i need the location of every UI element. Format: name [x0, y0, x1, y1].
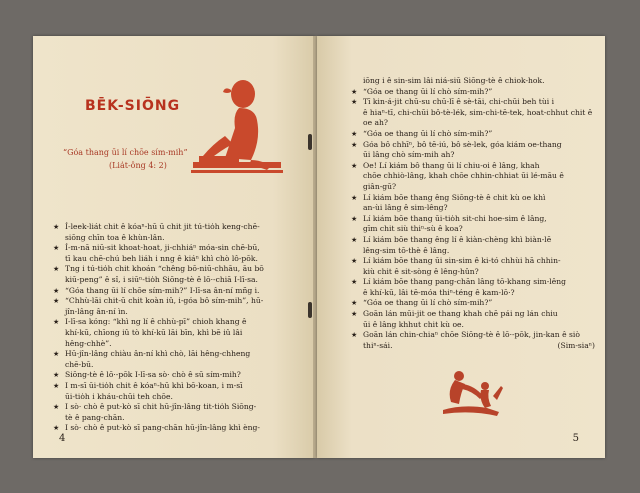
- text-line: ê hiaⁿ-tī, chi-chūi bô-tè-lék, sim-chi-tē-tek, hoat-chhut chit ê: [363, 107, 593, 117]
- text-line: ūi-tio̍h i kháu-chūi teh chōe.: [65, 391, 173, 401]
- text-line: giân-gū?: [363, 181, 397, 191]
- text-line: ★ “Chhù-lāi chit-ū chit koàn iû, i-góa bô sím-mih”, hū-: [53, 296, 305, 307]
- text-line: ★ “Góa oe thang ūi lí chò sím-mih?”: [351, 87, 595, 98]
- text-line: ★ Tng i tú-tio̍h chit khoán “chêng bō-niū-chhāu, āu bō: [53, 264, 305, 275]
- page-number: 4: [59, 433, 66, 444]
- text-line: ★ Siōng-tè ê lō·-pōk I-lī-sa sò· chò ê sū sím-mih?: [53, 370, 305, 381]
- text-line: oe ah?: [363, 118, 388, 128]
- page-title: BĒK-SIŌNG: [85, 98, 181, 114]
- text-line: gīm chit siù thiⁿ-sù ê koa?: [363, 224, 463, 234]
- staple-top-left-icon: [308, 134, 312, 150]
- text-line: ★ Í-leek-liát chit ê kóaⁿ-hū ū chit jit tú-tio̍h keng-chē-: [53, 222, 305, 233]
- text-line: hêng-chhè”.: [65, 338, 112, 348]
- staple-bottom-left-icon: [308, 302, 312, 318]
- text-line: khí-kū, chīong iû tò khí-kū lāi bīn, khì bē iû lâi: [65, 327, 243, 337]
- text-line: ★ I-lī-sa kóng: “khì ng lí ê chhù-pī” chioh khang ê: [53, 317, 305, 328]
- text-line: ★ “Góa oe thang ūi lí chò sím-mih?”: [351, 298, 595, 309]
- text-line: chōe chhiò-lâng, khah chōe chhin-chhiat ūi lé-māu ê: [363, 171, 564, 181]
- text-line: kiū-peng” ê sî, i siūⁿ-tio̍h Siōng-tè ê lō·-chiā I-lī-sa.: [65, 274, 258, 284]
- text-line: kiù chit ê sit-sòng ê lêng-hûn?: [363, 266, 479, 276]
- text-line: lêng-sim tō-thè ê lâng.: [363, 245, 450, 255]
- text-line: tè ê pang-chān.: [65, 412, 125, 422]
- text-line: ★ “Góa oe thang ūi lí chò sím-mih?”: [351, 129, 595, 140]
- text-line: ★ Tī kin-á-jit chū-su chū-lī ê sè-tāi, chi-chūi beh tùi i: [351, 97, 595, 108]
- text-line: iōng i ê sin-sim lâi niá-siū Siōng-tè ê chiok-hok.: [363, 76, 545, 85]
- text-line: ★ Goān lán chin-chiaⁿ chōe Siōng-tè ê lō·-pōk, jin-kan ê siò: [351, 330, 595, 341]
- quote-reference: (Lia̍t-ông 4: 2): [109, 161, 167, 170]
- signature: (Sim-siaⁿ): [557, 340, 595, 350]
- text-line: ★ “Góa thang ūi lí chōe sím-mih?” I-lī-sa ân-ní mñg i.: [53, 286, 305, 297]
- text-line: ★ Lí kiám bōe thang êng Siōng-tè ê chit kù oe khì: [351, 193, 595, 204]
- right-text-column: [351, 76, 595, 351]
- text-line: ★ Góa bô chhīⁿ, bô tē-iú, bô sè-lek, góa kiám oe-thang: [351, 140, 595, 151]
- text-line: ★ I m-sī ūi-tio̍h chit ê kóaⁿ-hū khì bō-koan, i m-sī: [53, 381, 305, 392]
- text-line: ★ Oe! Lí kiám bô thang ūi lí chiu-oi ê lâng, khah: [351, 161, 595, 172]
- text-line: ★ I sò· chò ê put-kò sī pang-chān hū-jîn-lâng khì èng-: [53, 423, 305, 434]
- text-line: ★ Hū-jîn-lâng chiàu ân-ní khì chò, lāi hêng-chheng: [53, 349, 305, 360]
- text-line: ★ Lí kiám bōe thang ūi sin-sim ê ki-tó chhùi hā chhin-: [351, 256, 595, 267]
- text-line: ê khí-kū, lâi tē-móa thiⁿ-téng ê kam-lō·?: [363, 287, 515, 297]
- right-page: [317, 36, 605, 458]
- text-line: ūi ê lâng khhut chit kù oe.: [363, 319, 464, 329]
- left-page: [33, 36, 315, 458]
- figures-illustration-icon: [437, 366, 507, 418]
- praying-man-illustration-icon: [191, 76, 287, 188]
- text-line: ★ I sò· chò ê put-kò sī chit hū-jîn-lâng tit-tio̍h Siōng-: [53, 402, 305, 413]
- text-line: ūi lâng chò sím-mih ah?: [363, 150, 455, 160]
- text-line: thiⁿ-sái. (Sim-siaⁿ): [363, 340, 595, 350]
- text-line: siōng chīn toa ê khùn-lân.: [65, 232, 165, 242]
- text-line: ★ Í-m-nā niū-sit khoat-hoat, ji-chhiáⁿ móa-sin chē-bū,: [53, 243, 305, 254]
- text-line: ★ Goān lán mūi-jit oe thang khah chē pái ng lán chiu: [351, 309, 595, 320]
- quote-text: “Góa thang ūi lí chōe sím-mih”: [63, 148, 188, 157]
- text-line: ★ Lí kiám bōe thang êng lí ê kiàn-chèng khì biàn-lē: [351, 235, 595, 246]
- text-line: an-ùi lâng ê sim-lêng?: [363, 203, 448, 213]
- text-line: ★ Lí kiám bōe thang ūi-tio̍h sit-chi hoe-sim ê lâng,: [351, 214, 595, 225]
- page-number: 5: [572, 433, 579, 444]
- text-line: tī kau chē-chú beh liáh i nng ê kiáⁿ khì chò lô-pōk.: [65, 253, 258, 263]
- left-text-column: [53, 222, 305, 434]
- text-line: jîn-lâng ân-ní ìn.: [65, 306, 128, 316]
- text-line: ★ Lí kiám bōe thang pang-chān lâng tō-khang sim-lêng: [351, 277, 595, 288]
- text-line: chē-bū.: [65, 359, 94, 369]
